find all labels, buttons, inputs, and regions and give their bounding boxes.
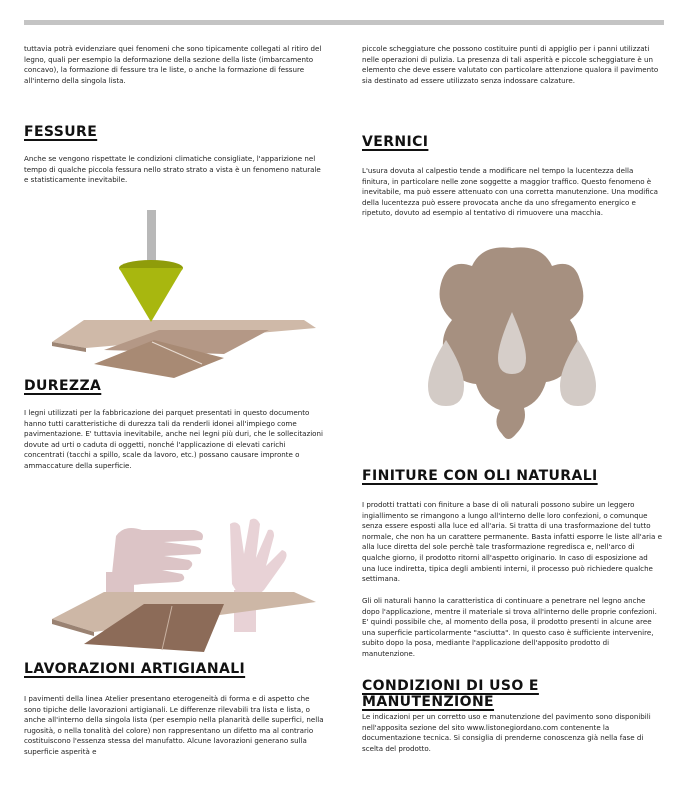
- fessure-heading: FESSURE: [24, 124, 98, 140]
- finiture-text-1: I prodotti trattati con finiture a base di oli naturali possono subire un leggero ingiallimento se rimangono a lungo all'interno delle loro confezioni, o comunque senza essere esposti alla luce ed all'aria. Si tratta di una trasformazione del tutto normale, che non ha un carattere permanente. Basta infatti esporre le liste all'aria e alla luce diretta del sole perchè tale trasformazione regredisca e, nell'arco di qualche giorno, il prodotto ritorni all'aspetto originario. In caso di esposizione ad una luce indiretta, tipica degli ambienti interni, il processo può richiedere qualche settimana.: [362, 500, 662, 584]
- lavorazioni-text: I pavimenti della linea Atelier presentano eterogeneità di forma e di aspetto che sono tipiche delle lavorazioni artigianali. Le differenze rilevabili tra lista e lista, o anche all'interno della singola lista (per esempio nella planarità delle superfici, nella rugosità, o nella tonalità del colore) non rappresentano un difetto ma al contrario costituiscono l'essenza stessa del manufatto. Alcune lavorazioni generano sulla superficie asperità e: [24, 694, 324, 756]
- cone-pressing-planks-illustration: [24, 202, 324, 382]
- vernici-heading: VERNICI: [362, 134, 429, 150]
- finiture-text-2: Gli oli naturali hanno la caratteristica di continuare a penetrare nel legno anche dopo l'applicazione, mentre il materiale si trova all'interno delle proprie confezioni. E' quindi possibile che, al momento della posa, il prodotto presenti in alcune aree una superficie particolarmente "asciutta". In questo caso è sufficiente intervenire, subito dopo la posa, mediante l'applicazione dell'apposito prodotto di manutenzione.: [362, 596, 657, 658]
- condizioni-text: Le indicazioni per un corretto uso e manutenzione del pavimento sono disponibili nell'apposita sezione del sito www.listonegiordano.com contenente la documentazione tecnica. Si consiglia di prenderne conoscenza già nella fase di scelta del prodotto.: [362, 712, 651, 753]
- right-hand: [230, 519, 287, 598]
- finiture-heading: FINITURE CON OLI NATURALI: [362, 468, 598, 484]
- right-intro-text: piccole scheggiature che possono costituire punti di appiglio per i panni utilizzati nelle operazioni di pulizia. La presenza di tali asperità e piccole scheggiature è un elemento che deve essere valutato con particolare attenzione qualora il pavimento sia destinato ad essere utilizzato senza indossare calzature.: [362, 44, 659, 85]
- condizioni-heading: CONDIZIONI DI USO E MANUTENZIONE: [362, 678, 539, 710]
- press-rod: [147, 210, 156, 268]
- fessure-text: Anche se vengono rispettate le condizioni climatiche consigliate, l'apparizione nel tempo di qualche piccola fessura nello strato strato a vista è un fenomeno naturale e statisticamente inevitabile.: [24, 154, 321, 185]
- left-intro-text: tuttavia potrà evidenziare quei fenomeni che sono tipicamente collegati al ritiro del legno, quali per esempio la deformazione della sezione della liste (imbarcamento concavo), la formazione di fessure tra le liste, o anche la formazione di fessure all'interno della singola lista.: [24, 44, 322, 85]
- durezza-text: I legni utilizzati per la fabbricazione dei parquet presentati in questo documento hanno tutti caratteristiche di durezza tali da renderli idonei all'impiego come pavimentazione. E' tuttavia inevitabile, anche nei legni più duri, che le sollecitazioni dovute ad urti o caduta di oggetti, nonché l'applicazione di elevati carichi concentrati (tacchi a spillo, scale da lavoro, etc.) possano causare impronte o ammaccature della superficie.: [24, 408, 323, 470]
- stain-droplets-illustration: [412, 240, 612, 450]
- hands-touching-planks-illustration: [24, 484, 324, 659]
- press-cone: [119, 268, 183, 322]
- durezza-heading: DUREZZA: [24, 378, 102, 394]
- lavorazioni-heading: LAVORAZIONI ARTIGIANALI: [24, 661, 246, 677]
- vernici-text: L'usura dovuta al calpestio tende a modificare nel tempo la lucentezza della finitura, in particolare nelle zone soggette a maggior traffico. Questo fenomeno è inevitabile, ma può essere attenuato con una corretta manutenzione. Una modifica della lucentezza può essere provocata anche da uno sfregamento energico e ripetuto, dovuto ad esempio al tentativo di rimuovere una macchia.: [362, 166, 658, 218]
- top-rule: [24, 20, 664, 25]
